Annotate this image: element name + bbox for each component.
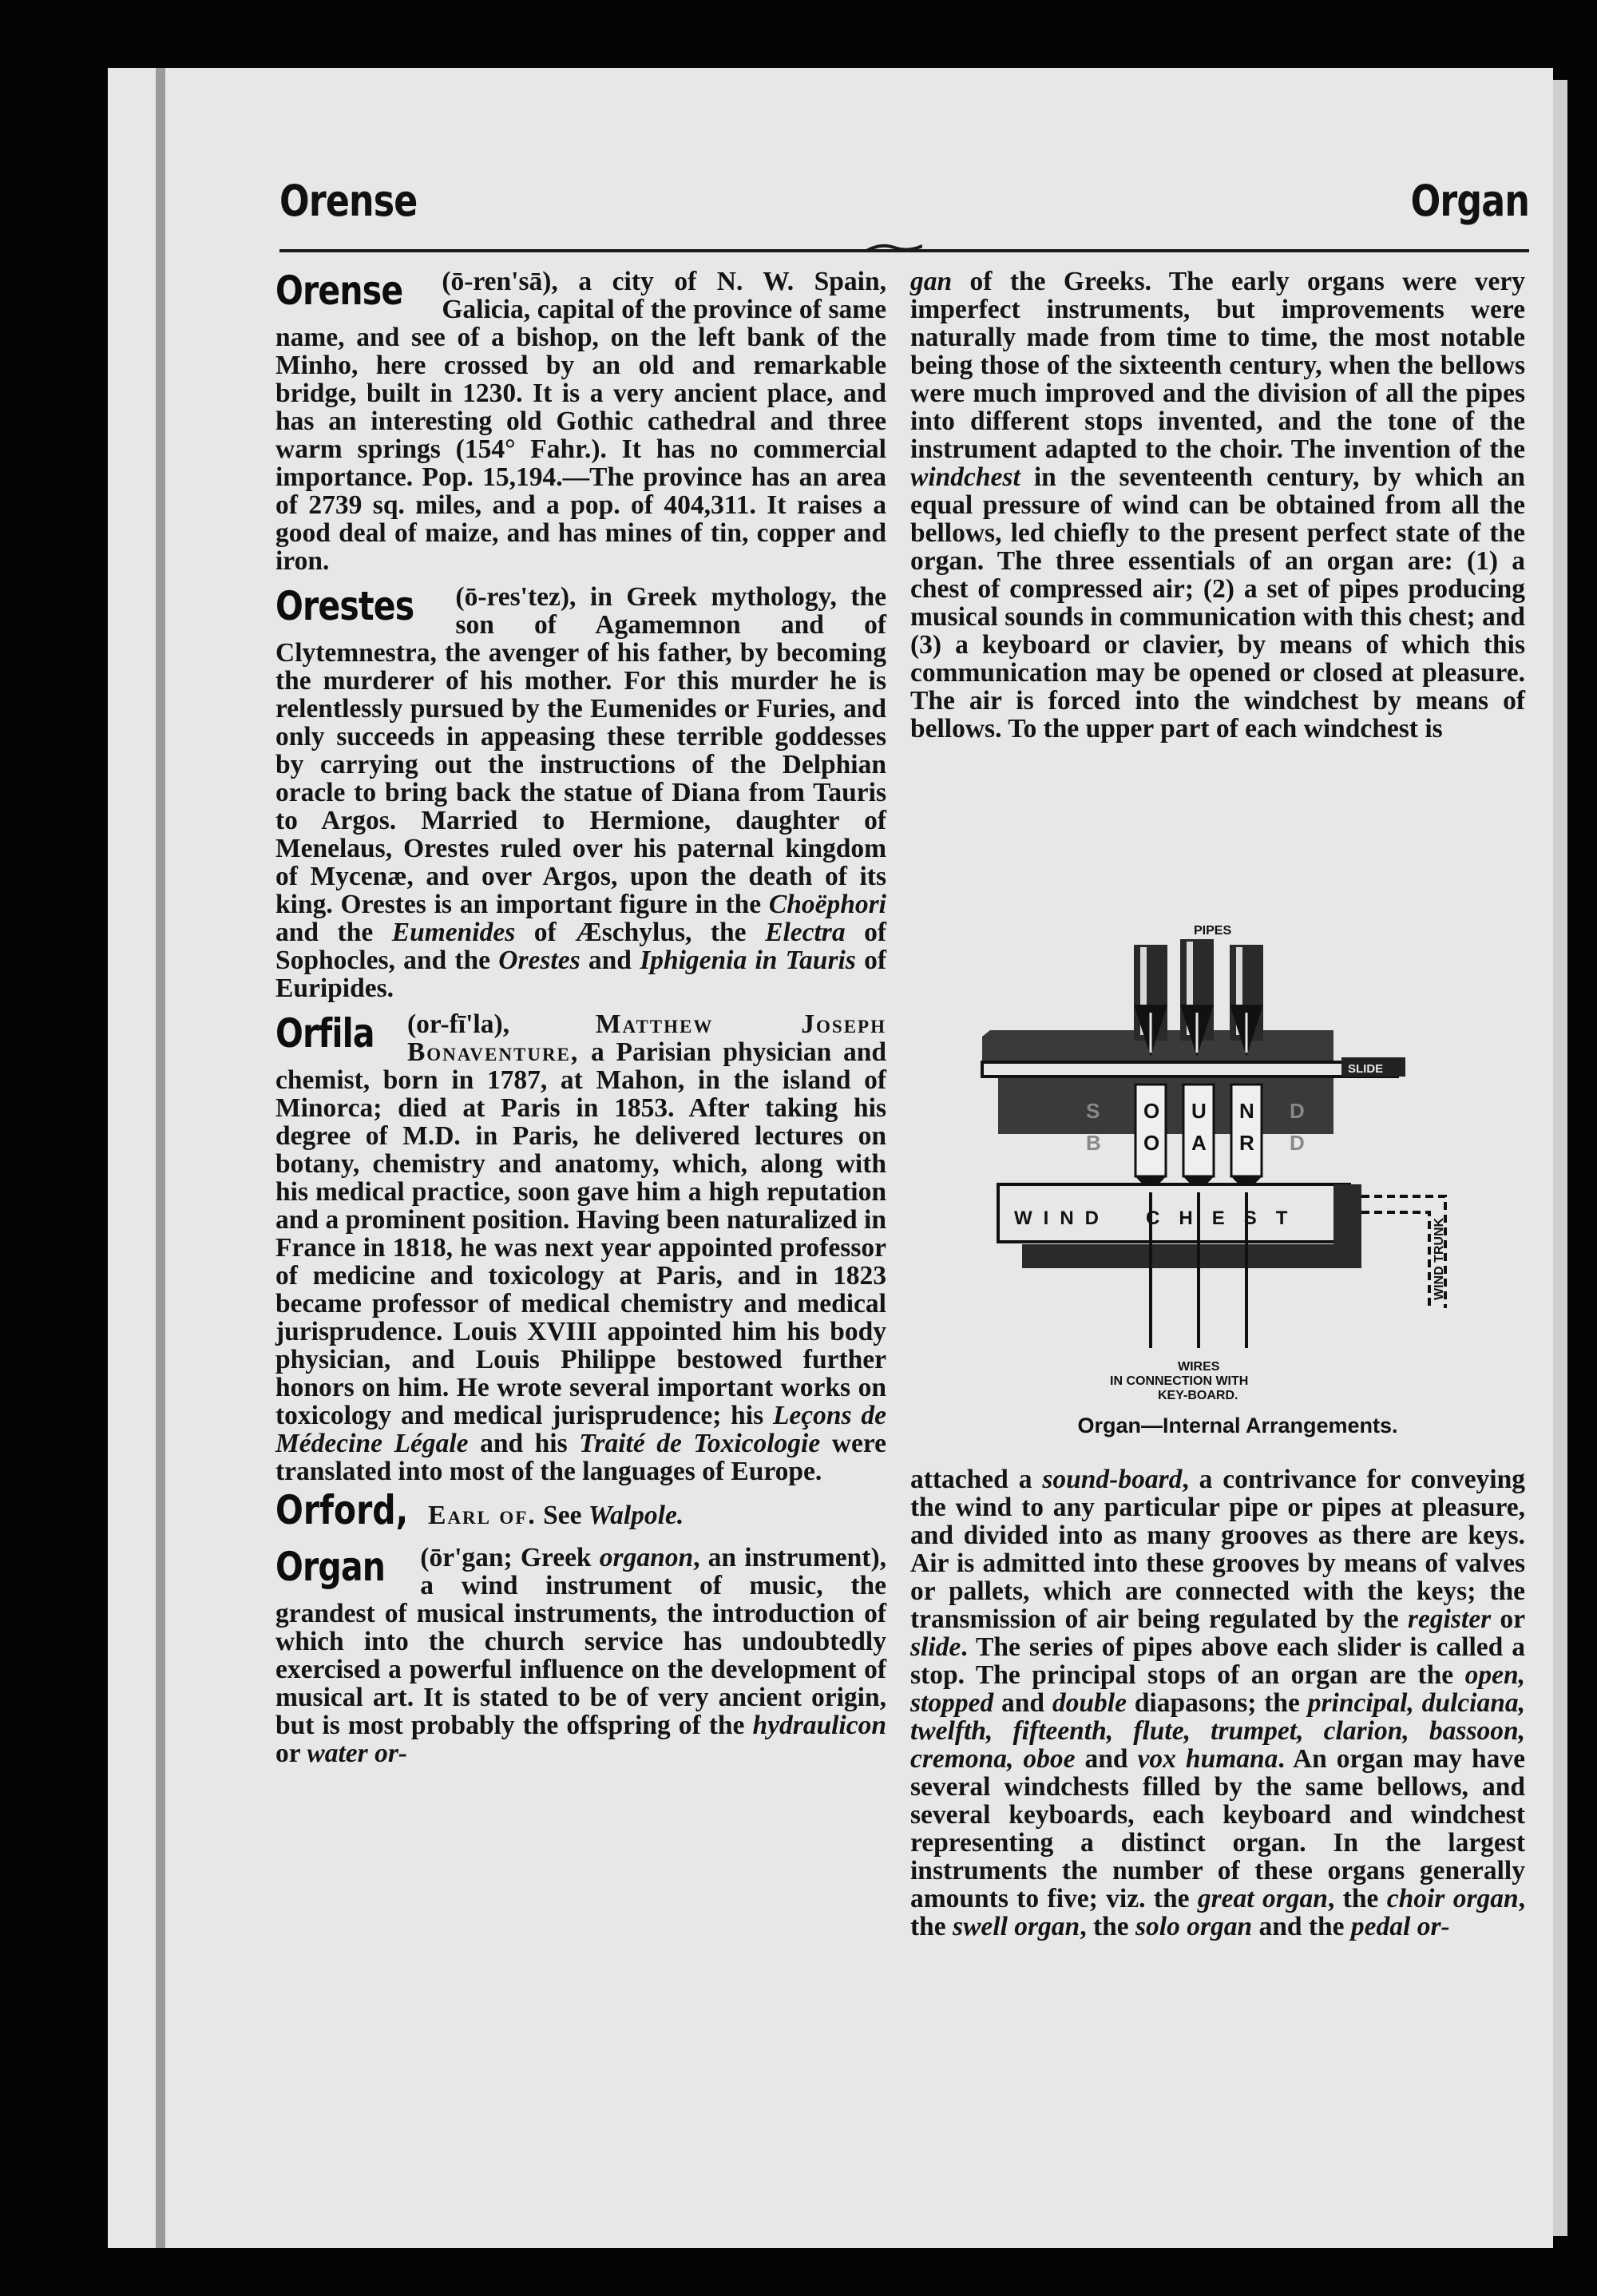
entry-text: and the — [275, 918, 392, 947]
label-sound-d: D — [1290, 1099, 1305, 1123]
italic-word: swell organ — [953, 1912, 1080, 1941]
right-column-bottom — [910, 1465, 1525, 1949]
entry-head-orfila: Orfila — [275, 1010, 374, 1057]
organ-diagram-svg — [966, 917, 1485, 1404]
entry-text: , the — [910, 1884, 1526, 1941]
italic-title: Iphigenia in Tauris — [640, 946, 856, 975]
page-spine — [156, 68, 165, 2248]
label-wind — [1014, 1207, 1110, 1229]
entry-text: and — [1075, 1744, 1138, 1774]
entry-text: and his — [468, 1429, 580, 1458]
entry-orford — [275, 1487, 886, 1533]
label-wires-connection: IN CONNECTION WITH — [1110, 1374, 1249, 1388]
label-wind-n: N — [1060, 1207, 1085, 1229]
header-rule-ornament — [866, 241, 922, 252]
entry-orense — [275, 268, 886, 575]
italic-word: gan — [910, 267, 953, 296]
label-sound-o: O — [1143, 1099, 1160, 1123]
italic-word: sound-board — [1042, 1465, 1183, 1494]
italic-word: pedal or- — [1350, 1912, 1450, 1941]
italic-title: Eumenides — [391, 918, 516, 947]
label-board-o: O — [1143, 1131, 1160, 1155]
italic-word: open, stopped — [910, 1660, 1525, 1718]
label-wind-trunk: WIND TRUNK — [1433, 1217, 1446, 1300]
label-wires-keyboard: KEY-BOARD. — [1158, 1389, 1238, 1402]
entry-text: , the — [1080, 1912, 1135, 1941]
italic-word: slide — [910, 1632, 961, 1662]
entry-orfila — [275, 1010, 886, 1485]
label-chest-e: E — [1211, 1207, 1244, 1229]
label-board-d: D — [1290, 1131, 1305, 1155]
left-column — [275, 268, 886, 1775]
entry-text: of Sophocles, and the — [275, 918, 887, 975]
label-sound-s: S — [1086, 1099, 1100, 1123]
person-name: Matthew Joseph Bonaventure, — [406, 1009, 886, 1067]
entry-earl: Earl of. — [428, 1501, 537, 1530]
pipe-2 — [1180, 939, 1214, 1057]
label-board-b: B — [1086, 1131, 1101, 1155]
entry-text-orense: (ō-ren'sā), a city of N. W. Spain, Galicia, capital of the province of same name, and see of a bishop, on the left bank of the Minho, here crossed by an old and remarkable bridge, built in 1230. It is a very ancient place, and has an interesting old Gothic cathedral and three warm springs (154° Fahr.). It has no commercial importance. Pop. 15,194.—The province has an area of 2739 sq. miles, and a pop. of 404,311. It raises a good deal of maize, and has mines of tin, copper and iron. — [275, 267, 886, 576]
label-slide: SLIDE — [1348, 1062, 1384, 1076]
label-sound-n: N — [1239, 1099, 1254, 1123]
label-chest-c: C — [1146, 1207, 1179, 1229]
entry-organ — [275, 1544, 886, 1767]
entry-text: a Parisian physician and chemist, born in 1787, at Mahon, in the island of Minorca; died at Paris in 1853. After taking his degree of M.D. in Paris, he delivered lectures on botany, chemistry and anatomy, which, along with his medical practice, soon gave him a high reputation and a prominent position. Having been naturalized in France in 1818, he was next year appointed professor of medicine and toxicology at Paris, and in 1823 became professor of medical chemistry and medical jurisprudence. Louis XVIII appointed him his body physician, and Louis Philippe bestowed further honors on him. He wrote several important works on toxicology and medical jurisprudence; his — [275, 1037, 886, 1430]
entry-pron: (or-fī'la), — [406, 1009, 509, 1039]
label-sound-u: U — [1191, 1099, 1207, 1123]
slide — [982, 1062, 1397, 1077]
italic-word: double — [1052, 1688, 1127, 1718]
entry-head-organ: Organ — [275, 1544, 386, 1590]
right-column-top — [910, 268, 1525, 751]
label-board-a: A — [1191, 1131, 1207, 1155]
italic-word: choir organ — [1386, 1884, 1519, 1913]
entry-text: , a contrivance for conveying the wind to any particular pipe or pipes at pleasure, and divided into as many grooves as there are keys. Air is admitted into these grooves by means of valves or pallets, which are connected with the keys; the transmission of air being regulated by the — [910, 1465, 1525, 1634]
header-right-word: Organ — [1410, 176, 1529, 226]
label-chest-h: H — [1179, 1207, 1212, 1229]
entry-text: . An organ may have several windchests filled by the same bellows, and several keyboards, each keyboard and windchest representing a distinct organ. In the largest instruments the number of these organs generally amounts to five; viz. the — [910, 1744, 1525, 1913]
pipe-3 — [1230, 945, 1263, 1057]
label-pipes: PIPES — [1194, 924, 1232, 938]
entry-text: of Euripides. — [275, 946, 886, 1003]
label-wind-i: I — [1043, 1207, 1060, 1229]
italic-word: organon — [599, 1543, 694, 1572]
entry-head-orford: Orford, — [275, 1487, 409, 1533]
entry-text: diapasons; the — [1126, 1688, 1308, 1718]
figure-caption: Organ—Internal Arrangements. — [1077, 1414, 1398, 1437]
entry-text: or — [1491, 1604, 1525, 1634]
italic-word: principal, dulciana, twelfth, fifteenth, flute, trumpet, clarion, bassoon, cremona, oboe — [910, 1688, 1525, 1774]
entry-text: were translated into most of the languages of Europe. — [275, 1429, 886, 1486]
entry-text: or — [275, 1739, 307, 1768]
italic-title: Choëphori — [768, 890, 886, 919]
italic-title: Orestes — [498, 946, 581, 975]
italic-word: register — [1407, 1604, 1492, 1634]
organ-continued — [910, 268, 1525, 743]
organ-continued-2 — [910, 1465, 1525, 1941]
italic-title: Electra — [765, 918, 846, 947]
entry-text: and — [580, 946, 640, 975]
header-left-word: Orense — [279, 176, 418, 226]
label-wires: WIRES — [1178, 1360, 1220, 1374]
entry-text: , the — [1327, 1884, 1387, 1913]
italic-title: Leçons de Médecine Légale — [275, 1401, 886, 1458]
italic-word: solo organ — [1135, 1912, 1253, 1941]
entry-see: See — [543, 1501, 582, 1530]
pipe-1 — [1134, 945, 1167, 1057]
label-wind-d: D — [1084, 1207, 1111, 1229]
entry-text: (ō-res'tez), in Greek mythology, the son of Agamemnon and of Clytemnestra, the avenger of his father, by becoming the murderer of his mother. For this murder he is relentlessly pursued by the Eumenides or Furies, and only succeeds in appeasing these terrible goddesses by carrying out the instructions of the Delphian oracle to bring back the statue of Diana from Tauris to Argos. Married to Hermione, daughter of Menelaus, Orestes ruled over his paternal kingdom of Mycenæ, and over Argos, upon the death of its king. Orestes is an important figure in the — [275, 582, 886, 919]
entry-text: and — [993, 1688, 1052, 1718]
entry-head-orense: Orense — [275, 268, 403, 314]
entry-text: in the seventeenth century, by which an equal pressure of wind can be obtained from all the bellows, led chiefly to the present perfect state of the organ. The three essentials of an organ are: (1) a chest of compressed air; (2) a set of pipes producing musical sounds in communication with this chest; and (3) a keyboard or clavier, by means of which this communication may be opened or closed at pleasure. The air is forced into the windchest by means of bellows. To the upper part of each windchest is — [910, 462, 1525, 744]
page-right-edge — [1553, 80, 1567, 2236]
italic-word: windchest — [910, 462, 1020, 492]
label-wind-w: W — [1014, 1207, 1044, 1229]
label-chest-t: T — [1275, 1207, 1307, 1229]
italic-word: great organ — [1197, 1884, 1328, 1913]
label-chest — [1146, 1207, 1306, 1229]
organ-diagram — [966, 917, 1485, 1452]
cross-reference: Walpole. — [588, 1501, 684, 1530]
entry-head-orestes: Orestes — [275, 583, 414, 629]
entry-text: of the Greeks. The early organs were very imperfect instruments, but improvements were naturally made from time to time, the most notable being those of the sixteenth century, when the bellows were much improved and the division of all the pipes into different stops invented, and the tone of the instrument adapted to the choir. The invention of the — [910, 267, 1525, 464]
label-board-r: R — [1239, 1131, 1254, 1155]
entry-text: (ōr'gan; Greek — [420, 1543, 600, 1572]
running-header — [279, 176, 1529, 248]
entry-text: of Æschylus, the — [515, 918, 766, 947]
entry-text: . The series of pipes above each slider is called a stop. The principal stops of an organ are the — [910, 1632, 1525, 1690]
entry-text: attached a — [910, 1465, 1043, 1494]
italic-word: hydraulicon — [752, 1711, 886, 1740]
entry-text: , an instrument), a wind instrument of music, the grandest of musical instruments, the introduction of which into the church service has undoubtedly exercised a powerful influence on the development of musical art. It is stated to be of very ancient origin, but is most probably the offspring of the — [275, 1543, 886, 1740]
italic-word: vox humana — [1137, 1744, 1278, 1774]
label-chest-s: S — [1243, 1207, 1276, 1229]
italic-title: Traité de Toxicologie — [579, 1429, 821, 1458]
entry-orestes — [275, 583, 886, 1002]
entry-text: and the — [1252, 1912, 1351, 1941]
italic-word: water or- — [307, 1739, 408, 1768]
